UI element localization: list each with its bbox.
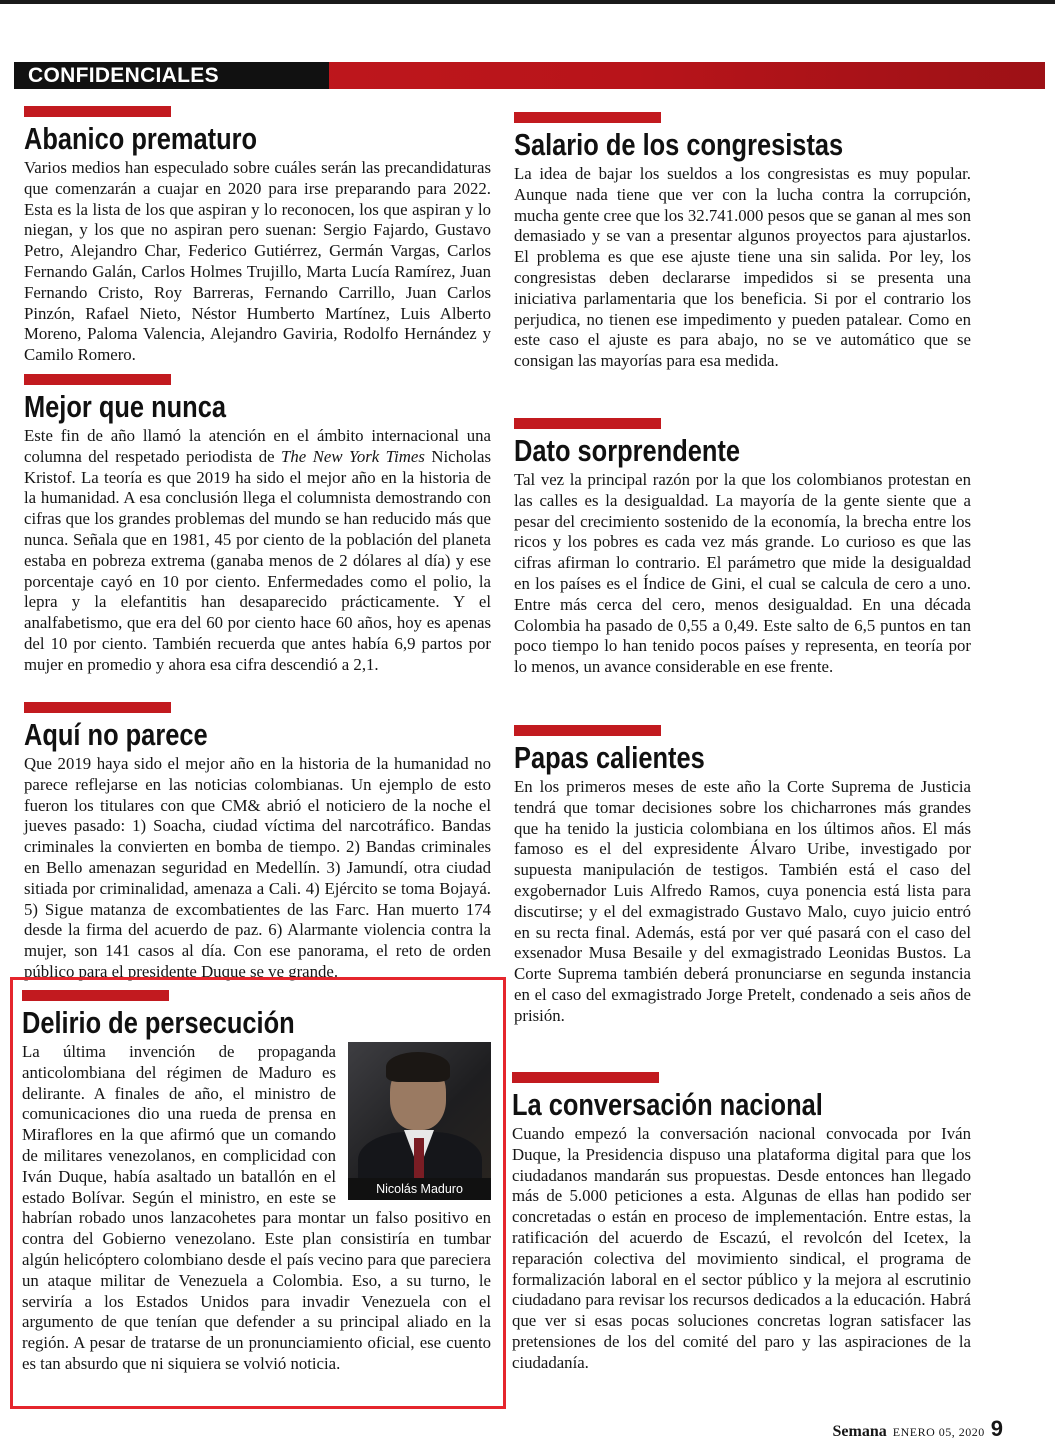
- article-conversacion: [512, 1072, 971, 1374]
- article-papas: [514, 725, 971, 1027]
- article-delirio: [22, 990, 491, 1375]
- article-headline: La conversación nacional: [512, 1087, 823, 1122]
- headline-bar: [514, 725, 661, 736]
- issue-date: ENERO 05, 2020: [892, 1425, 985, 1439]
- top-rule: [0, 0, 1055, 4]
- article-abanico: [24, 106, 491, 366]
- article-body: Cuando empezó la conversación nacional convocada por Iván Duque, la Presidencia dispuso una plataforma digital para que los ciudadanos mandarán sus propuestas. Desde entonces han llegado más de 5.000 peticiones a esta. Algunas de ellas han podido ser concretadas o están en proceso de implementación. Entre estas, la ratificación del acuerdo de Escazú, el revolcón del Icetex, la reparación colectiva del movimiento sindical, el programa de formalización laboral en el sector público y la mejora al escrutinio ciudadano para revisar los recursos dedicados a la educación. Habrá que ver si esas pocas soluciones concretas logran satisfacer las pretensiones de los del comité del paro y las aspiraciones de la ciudadanía.: [512, 1124, 971, 1372]
- article-headline: Mejor que nunca: [24, 389, 226, 424]
- article-body: Este fin de año llamó la atención en el ámbito internacional una columna del respetado periodista de The New York Times Nicholas Kristof. La teoría es que 2019 ha sido el mejor año en la historia de la humanidad. A esa conclusión llega el columnista demostrando con cifras que los grandes problemas del mundo se han reducido más que nunca. Señala que en 1981, 45 por ciento de la población del planeta estaba en pobreza extrema (ganaba menos de 2 dólares al día) y ese porcentaje cayó en 10 por ciento. Enfermedades como el polio, la lepra y la elefantitis han desaparecido prácticamente. Y el analfabetismo, que era del 60 por ciento hace 60 años, hoy es apenas del 10 por ciento. También recuerda que antes había 6,9 partos por mujer en promedio y ahora esa cifra descendió a 2,1.: [24, 426, 492, 674]
- article-headline: Salario de los congresistas: [514, 127, 844, 162]
- headline-bar: [24, 702, 171, 713]
- headline-bar: [514, 112, 661, 123]
- page-footer: [833, 1416, 1003, 1442]
- article-headline: Papas calientes: [514, 740, 705, 775]
- article-headline: Aquí no parece: [24, 717, 208, 752]
- article-headline: Dato sorprendente: [514, 433, 740, 468]
- headline-bar: [22, 990, 169, 1001]
- headline-bar: [514, 418, 661, 429]
- page-number: 9: [990, 1416, 1003, 1441]
- article-body: Tal vez la principal razón por la que los colombianos protestan en las calles es la desigualdad. La mayoría de la gente siente que a pesar del crecimiento sostenido de la economía, la brecha entre los ricos y los pobres es cada vez más grande. Lo curioso es que las cifras afirman lo contrario. El parámetro que mide la desigualdad en los países es el Índice de Gini, el cual se calcula de cero a uno. Entre más cerca del cero, menos desigualdad. En una década Colombia ha pasado de 0,55 a 0,49. Este salto de 6,5 puntos en tan poco tiempo lo han tenido pocos países y representa, en teoría por lo menos, un avance considerable en ese frente.: [514, 470, 971, 677]
- article-body: Nicolás Maduro La última invención de propaganda anticolombiana del régimen de Maduro es delirante. A finales de año, el ministro de comunicaciones dio una rueda de prensa en Miraflores en la que afirmó que un comando de militares venezolanos, en complicidad con Iván Duque, había asaltado un batallón en el estado Bolívar. Según el ministro, en este se habrían robado unos lanzacohetes para montar un falso positivo en contra del Gobierno venezolano. Este plan consistiría en tumbar algún helicóptero colombiano desde el país vecino para que pareciera un ataque militar de Venezuela a Colombia. Eso, a su turno, le serviría a los Estados Unidos para invadir Venezuela con el argumento de que tenían que defender a su principal aliado en la región. A pesar de tratarse de un pronunciamiento oficial, ese cuento es tan absurdo que ni siquiera se volvió noticia.: [22, 1042, 491, 1373]
- headline-bar: [512, 1072, 659, 1083]
- article-body: En los primeros meses de este año la Corte Suprema de Justicia tendrá que tomar decisiones sobre los chicharrones más grandes que ha tenido la justicia colombiana en los últimos años. El más famoso es el del expresidente Álvaro Uribe, investigado por supuesta manipulación de testigos. También está el caso del exgobernador Luis Alfredo Ramos, cuya ponencia está lista para discutirse; y el del exmagistrado Gustavo Malo, cuyo juicio entró en su recta final. Además, está por ver qué pasará con el caso del exsenador Musa Besaile y del exmagistrado Leonidas Bustos. La Corte Suprema también deberá pronunciarse en segunda instancia en el caso del exmagistrado Jorge Pretelt, condenado a seis años de prisión.: [514, 777, 971, 1025]
- article-headline: Abanico prematuro: [24, 121, 258, 156]
- portrait-photo: [348, 1042, 491, 1200]
- article-body: Que 2019 haya sido el mejor año en la historia de la humanidad no parece reflejarse en las noticias colombianas. Un ejemplo de esto fueron los titulares con que CM& abrió el noticiero de la noche el jueves pasado: 1) Soacha, ciudad víctima del narcotráfico. Bandas criminales la convierten en bomba de tiempo. 2) Bandas criminales en Bello amenazan seguridad en Medellín. 3) Jamundí, otra ciudad sitiada por criminalidad, amenaza a Cali. 4) Ejército se toma Bojayá. 5) Sigue matanza de excombatientes de las Farc. Han muerto 174 desde la firma del acuerdo de paz. 6) Alarmante violencia contra la mujer, son 141 casos al día. Con ese panorama, el reto de orden público para el presidente Duque se ve grande.: [24, 754, 491, 981]
- article-aqui: [24, 702, 491, 983]
- article-headline: Delirio de persecución: [22, 1005, 295, 1040]
- section-title: CONFIDENCIALES: [14, 62, 329, 89]
- article-body: Varios medios han especulado sobre cuáles serán las precandidaturas que comenzarán a cuajar en 2020 para irse preparando para 2022. Esta es la lista de los que aspiran y lo reconocen, los que aspiran y lo niegan, y los que no aspiran pero suenan: Sergio Fajardo, Gustavo Petro, Alejandro Char, Federico Gutiérrez, Germán Vargas, Carlos Fernando Galán, Carlos Holmes Trujillo, Marta Lucía Ramírez, Juan Fernando Cristo, Roy Barreras, Fernando Carrillo, Juan Carlos Pinzón, Rafael Nieto, Néstor Humberto Martínez, Luis Alberto Moreno, Paloma Valencia, Alejandro Gaviria, Rodolfo Hernández y Camilo Romero.: [24, 158, 491, 365]
- newspaper-name: The New York Times: [281, 446, 425, 466]
- article-salario: [514, 112, 971, 372]
- magazine-name: Semana: [832, 1423, 887, 1440]
- headline-bar: [24, 106, 171, 117]
- article-body: La idea de bajar los sueldos a los congresistas es muy popular. Aunque nada tiene que ver con la lucha contra la corrupción, mucha gente cree que los 32.741.000 pesos que se ganan al mes son demasiado y se van a presentar algunos proyectos para ajustarlos. El problema es que ese ajuste tiene una sin salida. Por ley, los congresistas deben declararse impedidos si se presenta una iniciativa parlamentaria que los beneficia. Si por el contrario los perjudica, no tienen ese impedimento y pueden patalear. Como en este caso el ajuste es para abajo, no se ve automático que se consigan las mayorías para esa medida.: [514, 164, 971, 371]
- photo-caption: Nicolás Maduro: [348, 1178, 491, 1200]
- article-dato: [514, 418, 971, 678]
- article-mejor: [24, 374, 491, 676]
- headline-bar: [24, 374, 171, 385]
